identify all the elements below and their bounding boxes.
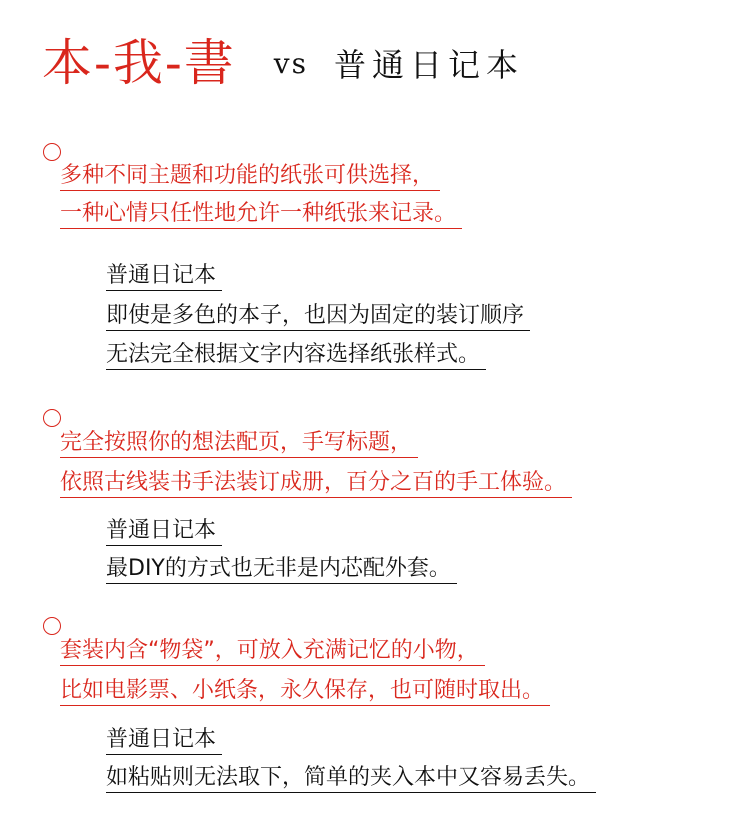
normal-line: 最DIY的方式也无非是内芯配外套。 (106, 555, 457, 584)
normal-line: 即使是多色的本子，也因为固定的装订顺序 (106, 302, 530, 331)
circle-bullet-icon (43, 143, 61, 161)
mine-line: 完全按照你的想法配页，手写标题， (60, 429, 418, 458)
mine-line: 依照古线装书手法装订成册，百分之百的手工体验。 (60, 469, 572, 498)
circle-bullet-icon (43, 409, 61, 427)
mine-line: 套装内含“物袋”，可放入充满记忆的小物， (60, 637, 485, 666)
normal-line: 无法完全根据文字内容选择纸张样式。 (106, 341, 486, 370)
page-header (42, 30, 524, 96)
normal-label: 普通日记本 (106, 726, 222, 755)
mine-line: 一种心情只任性地允许一种纸张来记录。 (60, 200, 462, 229)
normal-label: 普通日记本 (106, 262, 222, 291)
mine-line: 比如电影票、小纸条，永久保存，也可随时取出。 (60, 677, 550, 706)
brand-title: 本-我-書 (42, 34, 236, 92)
circle-bullet-icon (43, 617, 61, 635)
vs-label: vs (273, 46, 308, 80)
compare-title: 普通日记本 (333, 46, 524, 84)
mine-line: 多种不同主题和功能的纸张可供选择， (60, 162, 440, 191)
normal-line: 如粘贴则无法取下，简单的夹入本中又容易丢失。 (106, 764, 596, 793)
normal-label: 普通日记本 (106, 517, 222, 546)
